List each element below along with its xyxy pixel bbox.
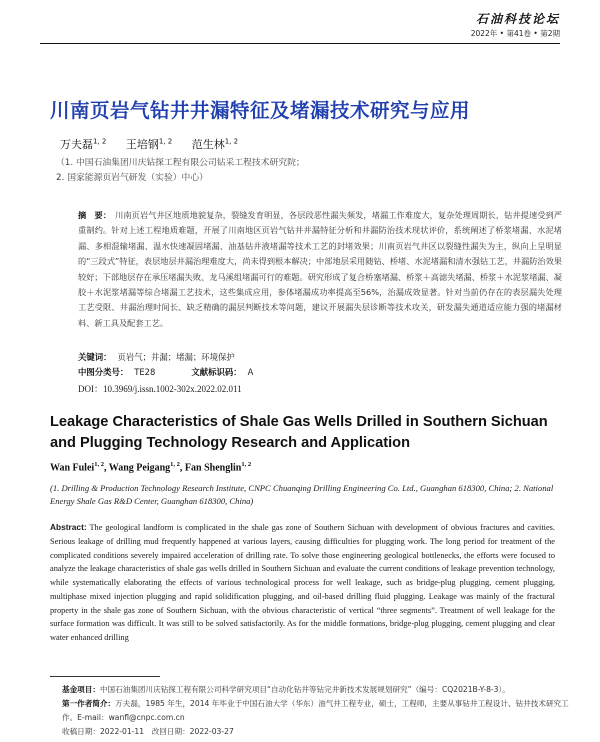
- author-1: 万夫磊$^{1, 2}$: [60, 137, 107, 151]
- keywords-text: 页岩气；井漏；堵漏；环境保护: [117, 352, 235, 362]
- issue-info: 2022年 • 第41卷 • 第2期: [470, 29, 560, 38]
- clc-value: TE28: [134, 367, 156, 377]
- authors-english: Wan Fulei$^{1, 2}$, Wang Peigang$^{1, 2}$, Fan Shenglin$^{1, 2}$: [50, 461, 252, 474]
- header-rule: [40, 43, 560, 44]
- journal-name: 石油科技论坛: [475, 12, 560, 26]
- doc-code-label: 文献标识码：: [191, 367, 242, 377]
- affiliation-line-2: 2. 国家能源页岩气研发（实验）中心）: [56, 173, 208, 183]
- fund-footnote: 基金项目：中国石油集团川庆钻探工程有限公司科学研究项目“自动化钻井等钻完井新技术发展规划研究”（编号：CQ2021B-Y-8-3）。: [62, 685, 510, 694]
- author-3: 范生林$^{1, 2}$: [191, 137, 239, 151]
- author-2: 王培钢$^{1, 2}$: [125, 137, 173, 151]
- affiliations-chinese: [56, 156, 305, 186]
- affiliations-english: (1. Drilling & Production Technology Research Institute, CNPC Chuanqing Drilling Engineering Co. Ltd., Guanghan 618300, China; 2. National Energy Shale Gas R&D Center, Guanghan 618300, China): [50, 483, 554, 506]
- keywords-chinese: [78, 351, 235, 363]
- abstract-english: [50, 521, 555, 645]
- title-chinese: 川南页岩气钻井井漏特征及堵漏技术研究与应用: [50, 99, 471, 122]
- affiliation-line-1: （1. 中国石油集团川庆钻探工程有限公司钻采工程技术研究院；: [56, 158, 305, 168]
- abstract-en-text: The geological landform is complicated in the shale gas zone of Southern Sichuan with development of obvious fractures and cavities. Serious leakage of drilling mud frequently happened at various layers, causing difficulties for plugging work. The long period for treatment of the complicated conditions severely impaired acceleration of drilling rate. To solve those engineering geological bottlenecks, the efforts were focused to analyze the leakage characteristics of shale gas wells drilled in Southern Sichuan and evaluate the current conditions of leakage prevention technology, while systematically elaborating the effects of various technological process for well leakage, such as bridge-plug plugging, cement plugging, multiphase mixed injection plugging and rapid solidification plugging, and oil-based drilling fluid plugging. Leakage was mainly of the fractural property in the shale gas zone of Southern Sichuan, with the obvious characteristic of vertical “three segments”. Treatment of well leakage for the surface formation was difficult. It was still to be solved satisfactorily. As for the middle formations, bridge-plug plugging, cement plugging and clear water enhanced drilling: [50, 523, 556, 642]
- abstract-text: 川南页岩气井区地质地貌复杂，裂缝发育明显，各层段恶性漏失频发，堵漏工作难度大，复杂处理周期长，钻井提速受到严重制约。针对上述工程地质难题，开展了川南地区页岩气钻井井漏特征分析和井漏防治技术现状评价，系统阐述了桥浆堵漏、水泥堵漏、多相混输堵漏、温水快速凝固堵漏、油基钻井液堵漏等技术工艺的封堵效果；川南页岩气井区以裂缝性漏失为主，纵向上呈明显的“三段式”特征，表层地层井漏治理难度大，尚未得到根本解决；中部地层采用随钻、桥堵、水泥堵漏和清水强钻工艺，井漏防治效果较好；下部地层存在承压堵漏失败、龙马溪组堵漏可行的难题。研究形成了复合桥塞堵漏、桥浆＋高滤失堵漏、桥浆＋水泥浆堵漏、凝胶＋水泥浆堵漏等综合堵漏工艺技术，这些集成应用，参体堵漏成功率提高至56%，治漏成效显著。针对当前仍存在的表层漏失处理工艺受限、井漏治理时间长、缺乏精确的漏层判断技术等问题，建议开展漏失层诊断等技术攻关，研发漏失通道适应能力强的堵漏材料、新工具及配套工艺。: [78, 210, 562, 328]
- doi[interactable]: DOI：10.3969/j.issn.1002-302x.2022.02.011: [78, 384, 242, 394]
- author-en-3: Fan Shenglin: [184, 462, 242, 474]
- abstract-label: 摘 要：: [78, 210, 112, 220]
- classification-line: [78, 366, 253, 378]
- doc-code-value: A: [247, 367, 254, 377]
- author-en-1: Wan Fulei: [50, 462, 95, 474]
- title-english: Leakage Characteristics of Shale Gas Wells Drilled in Southern Sichuan and Plugging Technology Research and Application: [50, 414, 548, 451]
- footnote-rule: [50, 676, 160, 677]
- footnotes: [62, 683, 572, 739]
- author-footnote: 第一作者简介：万夫磊，1985 年生，2014 年毕业于中国石油大学（华东）油气井工程专业，硕士，工程师，主要从事钻井工程设计、钻井技术研究工作。E-mail：wanfl@cnpc.com.cn: [62, 699, 569, 722]
- author-en-2: Wang Peigang: [108, 462, 171, 474]
- authors-chinese: [60, 136, 254, 152]
- abstract-chinese: [78, 208, 562, 331]
- clc-label: 中图分类号：: [78, 367, 129, 377]
- dates-footnote: 收稿日期：2022-01-11 改回日期：2022-03-27: [62, 727, 234, 736]
- abstract-en-label: Abstract:: [50, 522, 87, 532]
- keywords-label: 关键词：: [78, 352, 112, 362]
